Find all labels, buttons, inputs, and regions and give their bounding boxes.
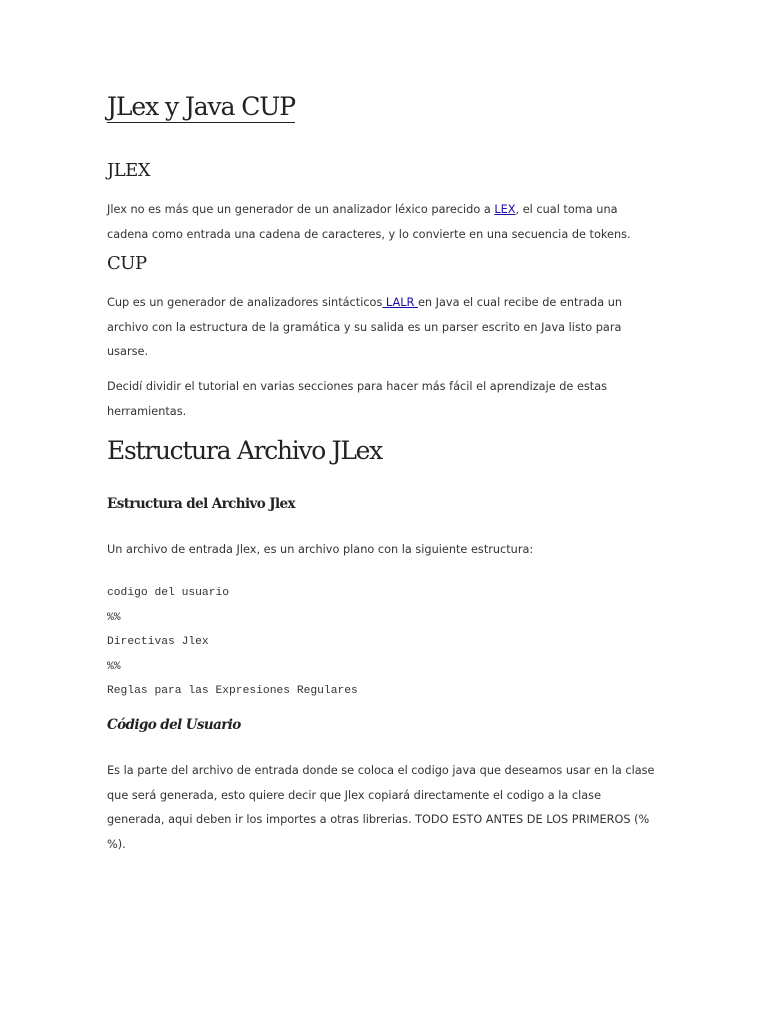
paragraph-estructura-intro: Un archivo de entrada Jlex, es un archivo plano con la siguiente estructura: [107,543,534,556]
heading-jlex: JLEX [107,160,151,181]
paragraph-line: que será generada, esto quiere decir que Jlex copiará directamente el codigo a la clase [107,788,602,802]
paragraph-line: cadena como entrada una cadena de caracteres, y lo convierte en una secuencia de tokens. [107,227,631,241]
heading-estructura-archivo: Estructura Archivo JLex [107,436,382,465]
paragraph-line: herramientas. [107,404,187,418]
document-title: JLex y Java CUP [107,92,295,121]
code-line: Reglas para las Expresiones Regulares [107,685,358,697]
link-lalr[interactable]: LALR [382,296,418,309]
paragraph-line: Decidí dividir el tutorial en varias secciones para hacer más fácil el aprendizaje de estas [107,380,608,393]
paragraph-tutorial-intro [107,375,607,424]
link-lex[interactable]: LEX [494,203,516,216]
paragraph-line: %). [107,837,126,851]
code-line: %% [107,660,121,673]
heading-cup: CUP [107,253,147,274]
paragraph-cup [107,291,622,365]
paragraph-line: Jlex no es más que un generador de un analizador léxico parecido a LEX, el cual toma una [107,203,618,216]
paragraph-line: usarse. [107,345,149,358]
paragraph-codigo-usuario [107,759,654,857]
subheading-estructura: Estructura del Archivo Jlex [107,496,295,512]
code-line: Directivas Jlex [107,636,209,648]
code-line: %% [107,611,121,624]
code-block [107,581,358,704]
paragraph-line: generada, aqui deben ir los importes a otras librerias. TODO ESTO ANTES DE LOS PRIMEROS (% [107,813,650,826]
paragraph-line: Es la parte del archivo de entrada donde se coloca el codigo java que deseamos usar en la clase [107,764,655,777]
heading-codigo-usuario: Código del Usuario [107,717,241,733]
paragraph-line: Cup es un generador de analizadores sintácticos LALR en Java el cual recibe de entrada un [107,296,623,309]
code-line: codigo del usuario [107,587,230,599]
paragraph-jlex [107,198,631,247]
paragraph-line: archivo con la estructura de la gramática y su salida es un parser escrito en Java listo para [107,320,622,334]
